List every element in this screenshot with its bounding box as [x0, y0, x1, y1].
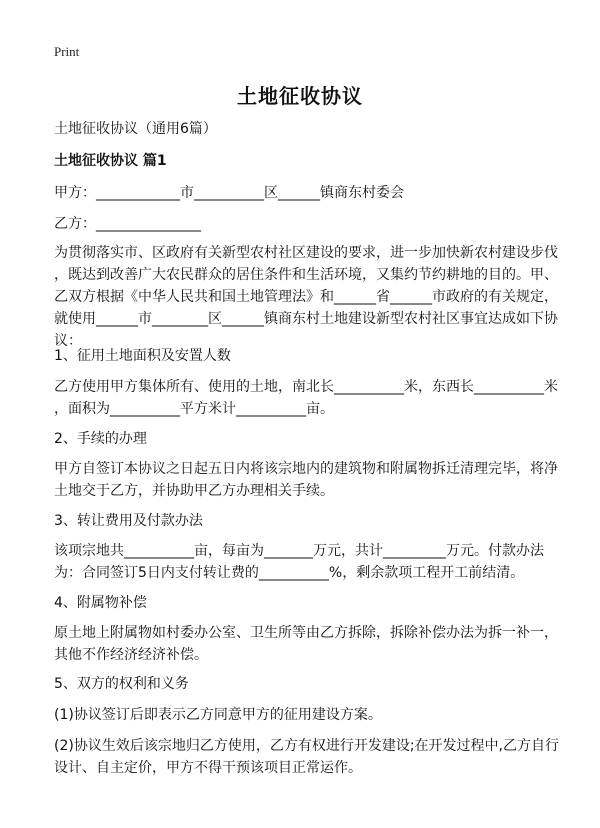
- paragraph-line: 其他不作经济经济补偿。: [54, 647, 208, 663]
- party-b-line: 乙方：_______________: [54, 216, 201, 232]
- document-subtitle: 土地征收协议（通用6篇）: [54, 121, 217, 137]
- section-heading: 土地征收协议 篇1: [54, 153, 167, 169]
- section-3-title: 3、转让费用及付款办法: [54, 513, 203, 529]
- section-4-body: [54, 622, 558, 666]
- intro-paragraph: [54, 242, 558, 352]
- paragraph-line: 为：合同签订5日内支付转让费的__________%，剩余款项工程开工前结清。: [54, 565, 525, 581]
- paragraph-line: (2)协议生效后该宗地归乙方使用，乙方有权进行开发建设;在开发过程中,乙方自行: [54, 738, 559, 754]
- paragraph-line: 原土地上附属物如村委办公室、卫生所等由乙方拆除，拆除补偿办法为拆一补一，: [54, 625, 558, 641]
- paragraph-line: 议：: [54, 333, 82, 349]
- print-link[interactable]: Print: [54, 44, 80, 59]
- section-2-body: [54, 458, 558, 502]
- section-4-title: 4、附属物补偿: [54, 595, 147, 611]
- paragraph-line: ，面积为__________平方米计__________亩。: [54, 401, 334, 417]
- section-2-title: 2、手续的办理: [54, 431, 147, 447]
- paragraph-line: 甲方自签订本协议之日起五日内将该宗地内的建筑物和附属物拆迁清理完毕，将净: [54, 461, 558, 477]
- paragraph-line: 乙双方根据《中华人民共和国土地管理法》和______省______市政府的有关规定，: [54, 289, 558, 305]
- section-1-body: [54, 376, 558, 420]
- section-5-item-2: [54, 735, 559, 779]
- party-a-line: 甲方：____________市__________区______镇商东村委会: [54, 185, 404, 201]
- paragraph-line: 设计、自主定价，甲方不得干预该项目正常运作。: [54, 760, 362, 776]
- paragraph-line: 就使用______市________区______镇商东村土地建设新型农村社区事宜达成如下协: [54, 311, 558, 327]
- paragraph-line: 为贯彻落实市、区政府有关新型农村社区建设的要求，进一步加快新农村建设步伐: [54, 245, 558, 261]
- section-5-title: 5、双方的权利和义务: [54, 676, 189, 692]
- paragraph-line: 土地交于乙方，并协助甲乙方办理相关手续。: [54, 483, 334, 499]
- paragraph-line: ，既达到改善广大农民群众的居住条件和生活环境，又集约节约耕地的目的。甲、: [54, 267, 558, 283]
- section-5-item-1: (1)协议签订后即表示乙方同意甲方的征用建设方案。: [54, 707, 382, 723]
- paragraph-line: 该项宗地共__________亩，每亩为_______万元，共计_________万元。付款办法: [54, 543, 544, 559]
- paragraph-line: 乙方使用甲方集体所有、使用的土地，南北长__________米，东西长__________米: [54, 379, 558, 395]
- section-3-body: [54, 540, 554, 584]
- document-title: 土地征收协议: [237, 84, 363, 108]
- section-1-title: 1、征用土地面积及安置人数: [54, 348, 231, 364]
